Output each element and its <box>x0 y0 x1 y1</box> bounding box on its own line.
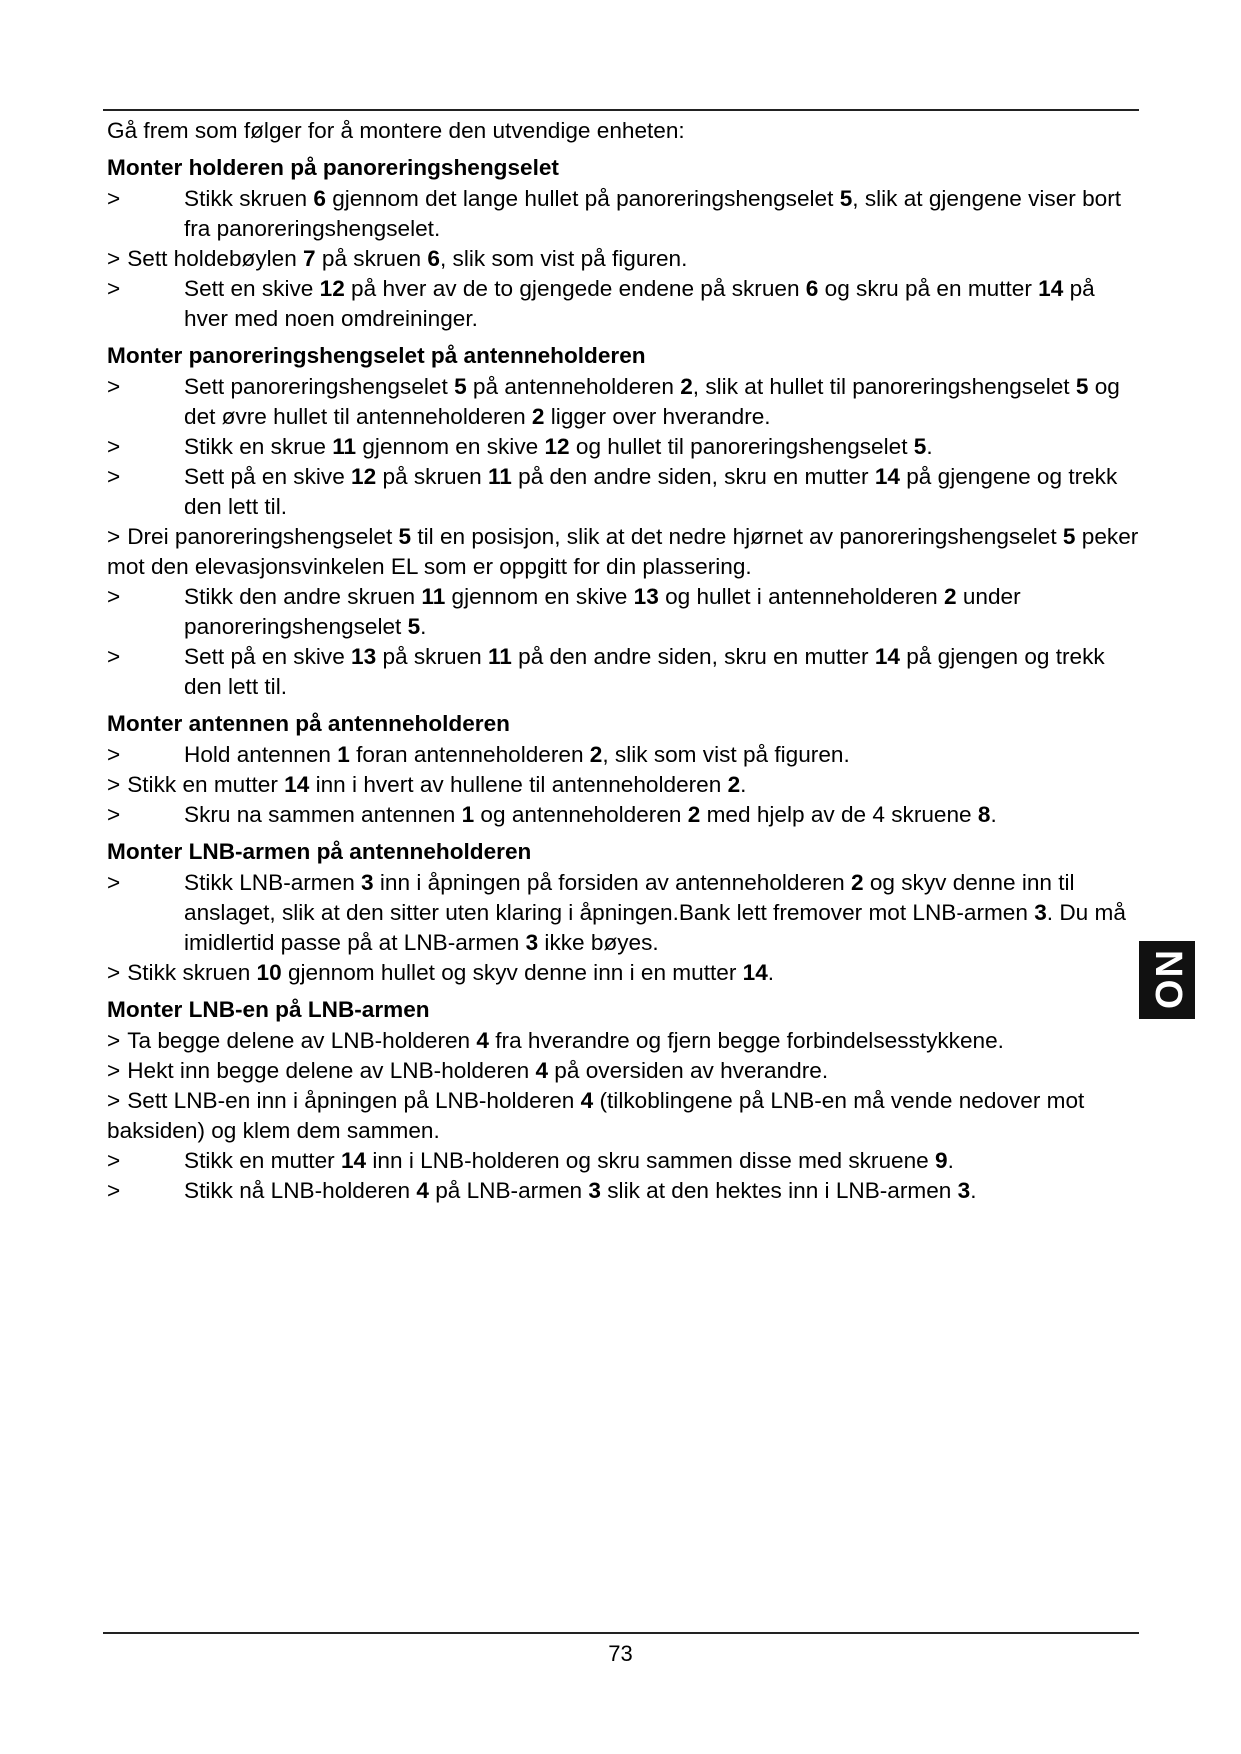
list-item <box>107 522 1139 582</box>
list-item <box>107 432 1139 462</box>
sections-container <box>107 154 1139 1206</box>
part-number: 14 <box>1038 276 1064 301</box>
list-item-text: Hold antennen 1 foran antenneholderen 2, slik som vist på figuren. <box>184 742 850 767</box>
list-marker: > <box>107 246 121 271</box>
part-number: 14 <box>874 464 900 489</box>
list-item-text: Stikk en skrue 11 gjennom en skive 12 og hullet til panoreringshengselet 5. <box>184 434 933 459</box>
part-number: 14 <box>284 772 310 797</box>
list-marker: > <box>107 802 121 827</box>
list-marker: > <box>107 374 121 399</box>
list-item <box>107 770 1139 800</box>
list-item <box>107 642 1139 702</box>
list-item <box>107 1176 1139 1206</box>
list-item-text: Stikk skruen 6 gjennom det lange hullet på panoreringshengselet 5, slik at gjengene viser bort fra panoreringshengselet. <box>184 186 1122 241</box>
section-heading: Monter LNB-en på LNB-armen <box>107 997 430 1022</box>
part-number: 6 <box>427 246 440 271</box>
part-number: 12 <box>319 276 345 301</box>
list-marker: > <box>107 870 121 895</box>
list-marker: > <box>107 276 121 301</box>
list-marker: > <box>107 1148 121 1173</box>
top-rule <box>103 109 1139 111</box>
list-item <box>107 372 1139 432</box>
part-number: 1 <box>337 742 350 767</box>
part-number: 5 <box>1075 374 1089 399</box>
list-item-text: Stikk en mutter 14 inn i hvert av hullene til antenneholderen 2. <box>127 772 747 797</box>
list-item <box>107 800 1139 830</box>
part-number: 4 <box>580 1088 594 1113</box>
list-item <box>107 868 1139 958</box>
part-number: 14 <box>874 644 900 669</box>
part-number: 11 <box>487 464 512 489</box>
list-item <box>107 1026 1139 1056</box>
list-item-text: Sett LNB-en inn i åpningen på LNB-holderen 4 (tilkoblingene på LNB-en må vende nedover mot baksiden) og klem dem sammen. <box>107 1088 1085 1143</box>
part-number: 5 <box>913 434 927 459</box>
part-number: 2 <box>687 802 701 827</box>
list-item <box>107 462 1139 522</box>
list-item-text: Sett holdebøylen 7 på skruen 6, slik som vist på figuren. <box>127 246 688 271</box>
part-number: 9 <box>935 1148 948 1173</box>
list-item <box>107 582 1139 642</box>
list-marker: > <box>107 1058 121 1083</box>
part-number: 2 <box>727 772 741 797</box>
part-number: 4 <box>416 1178 429 1203</box>
part-number: 13 <box>351 644 377 669</box>
language-tab <box>1139 941 1195 1019</box>
list-item-text: Skru na sammen antennen 1 og antenneholderen 2 med hjelp av de 4 skruene 8. <box>184 802 997 827</box>
list-item <box>107 1056 1139 1086</box>
list-item <box>107 740 1139 770</box>
list-marker: > <box>107 584 121 609</box>
part-number: 5 <box>407 614 421 639</box>
list-item-text: Sett på en skive 13 på skruen 11 på den andre siden, skru en mutter 14 på gjengen og trekk den lett til. <box>184 644 1105 699</box>
list-marker: > <box>107 960 121 985</box>
list-item-text: Hekt inn begge delene av LNB-holderen 4 på oversiden av hverandre. <box>127 1058 829 1083</box>
intro-text: Gå frem som følger for å montere den utvendige enheten: <box>107 118 685 143</box>
part-number: 13 <box>633 584 659 609</box>
list-item-text: Stikk den andre skruen 11 gjennom en skive 13 og hullet i antenneholderen 2 under panoreringshengselet 5. <box>184 584 1021 639</box>
part-number: 8 <box>977 802 991 827</box>
list-marker: > <box>107 1088 121 1113</box>
part-number: 6 <box>805 276 819 301</box>
list-item-text: Sett en skive 12 på hver av de to gjengede endene på skruen 6 og skru på en mutter 14 på hver med noen omdreininger. <box>184 276 1095 331</box>
list-marker: > <box>107 742 121 767</box>
list-item-text: Ta begge delene av LNB-holderen 4 fra hverandre og fjern begge forbindelsesstykkene. <box>127 1028 1004 1053</box>
part-number: 4 <box>476 1028 489 1053</box>
part-number: 7 <box>303 246 316 271</box>
list-marker: > <box>107 1178 121 1203</box>
part-number: 5 <box>839 186 853 211</box>
list-marker: > <box>107 1028 121 1053</box>
part-number: 2 <box>680 374 693 399</box>
part-number: 12 <box>351 464 377 489</box>
list-item-text: Stikk skruen 10 gjennom hullet og skyv denne inn i en mutter 14. <box>127 960 775 985</box>
section-heading: Monter antennen på antenneholderen <box>107 711 510 736</box>
part-number: 3 <box>361 870 374 895</box>
list-item <box>107 1146 1139 1176</box>
language-tab-label: NO <box>1146 949 1189 1011</box>
part-number: 3 <box>588 1178 601 1203</box>
list-item-text: Sett på en skive 12 på skruen 11 på den andre siden, skru en mutter 14 på gjengene og trekk den lett til. <box>184 464 1118 519</box>
section-heading: Monter panoreringshengselet på antenneholderen <box>107 343 646 368</box>
list-item <box>107 244 1139 274</box>
part-number: 3 <box>1034 900 1047 925</box>
list-item-text: Stikk LNB-armen 3 inn i åpningen på forsiden av antenneholderen 2 og skyv denne inn til anslaget, slik at den sitter uten klaring i åpningen.Bank lett fremover mot LNB-armen 3. Du må imidlertid passe på at LNB-armen 3 ikke bøyes. <box>184 870 1126 955</box>
list-item <box>107 1086 1139 1146</box>
part-number: 5 <box>454 374 467 399</box>
part-number: 4 <box>535 1058 549 1083</box>
list-item <box>107 184 1139 244</box>
part-number: 14 <box>742 960 768 985</box>
part-number: 1 <box>461 802 475 827</box>
part-number: 14 <box>340 1148 367 1173</box>
part-number: 2 <box>531 404 545 429</box>
list-marker: > <box>107 434 121 459</box>
page-number: 73 <box>608 1641 633 1666</box>
section-heading: Monter LNB-armen på antenneholderen <box>107 839 532 864</box>
list-marker: > <box>107 464 121 489</box>
part-number: 5 <box>398 524 412 549</box>
list-item <box>107 274 1139 334</box>
list-item-text: Drei panoreringshengselet 5 til en posisjon, slik at det nedre hjørnet av panoreringshengselet 5 peker mot den elevasjonsvinkelen EL som er oppgitt for din plassering. <box>107 524 1139 579</box>
part-number: 11 <box>487 644 512 669</box>
list-item <box>107 958 1139 988</box>
part-number: 5 <box>1062 524 1076 549</box>
part-number: 11 <box>421 584 446 609</box>
part-number: 12 <box>544 434 570 459</box>
part-number: 3 <box>525 930 539 955</box>
part-number: 2 <box>850 870 864 895</box>
list-marker: > <box>107 772 121 797</box>
section-heading: Monter holderen på panoreringshengselet <box>107 155 559 180</box>
part-number: 10 <box>256 960 282 985</box>
part-number: 6 <box>313 186 326 211</box>
list-marker: > <box>107 524 121 549</box>
list-item-text: Stikk nå LNB-holderen 4 på LNB-armen 3 slik at den hektes inn i LNB-armen 3. <box>184 1178 977 1203</box>
list-item-text: Stikk en mutter 14 inn i LNB-holderen og skru sammen disse med skruene 9. <box>184 1148 954 1173</box>
bottom-rule <box>103 1632 1139 1634</box>
list-marker: > <box>107 186 121 211</box>
part-number: 3 <box>957 1178 971 1203</box>
instructions-body <box>107 116 1139 1206</box>
list-marker: > <box>107 644 121 669</box>
list-item-text: Sett panoreringshengselet 5 på antenneholderen 2, slik at hullet til panoreringshengselet 5 og det øvre hullet til antenneholderen 2 ligger over hverandre. <box>184 374 1120 429</box>
part-number: 2 <box>589 742 603 767</box>
part-number: 2 <box>943 584 957 609</box>
part-number: 11 <box>332 434 357 459</box>
